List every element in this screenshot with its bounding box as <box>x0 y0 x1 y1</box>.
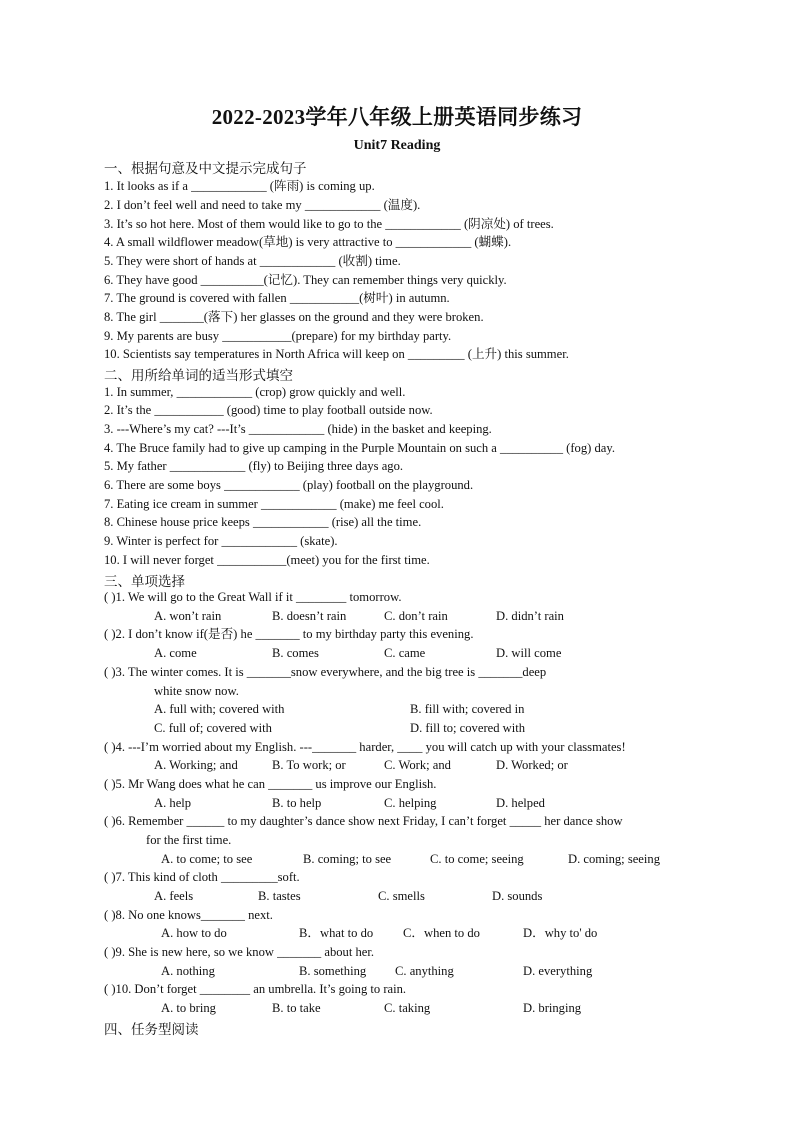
section4-heading: 四、任务型阅读 <box>104 1022 199 1038</box>
mc-q9-option-b: B. something <box>299 964 367 978</box>
page-title: 2022-2023学年八年级上册英语同步练习 <box>211 105 583 129</box>
mc-question-10: ( )10. Don’t forget ________ an umbrella. It’s going to rain. <box>104 982 407 996</box>
mc-question-7: ( )7. This kind of cloth _________soft. <box>104 870 300 884</box>
mc-q3-option-a: A. full with; covered with <box>154 702 285 716</box>
mc-q5-option-c: C. helping <box>384 796 437 810</box>
s1-item-3: 3. It’s so hot here. Most of them would like to go to the ____________ (阴凉处) of trees. <box>104 217 554 231</box>
mc-q10-option-c: C. taking <box>384 1001 431 1015</box>
section1-heading: 一、根据句意及中文提示完成句子 <box>104 161 307 177</box>
s2-item-9: 9. Winter is perfect for ____________ (skate). <box>104 534 338 548</box>
section2-heading: 二、用所给单词的适当形式填空 <box>104 368 293 384</box>
page-subtitle: Unit7 Reading <box>353 138 441 153</box>
section3-heading: 三、单项选择 <box>104 574 185 590</box>
s1-item-8: 8. The girl _______(落下) her glasses on the ground and they were broken. <box>104 310 484 324</box>
mc-question-3: ( )3. The winter comes. It is _______snow everywhere, and the big tree is _______deep <box>104 665 547 679</box>
s2-item-1: 1. In summer, ____________ (crop) grow quickly and well. <box>104 385 406 399</box>
s2-item-4: 4. The Bruce family had to give up camping in the Purple Mountain on such a __________ (fog) day. <box>104 441 615 455</box>
mc-question-4: ( )4. ---I’m worried about my English. ---_______ harder, ____ you will catch up with your classmates! <box>104 740 626 754</box>
mc-q7-option-b: B. tastes <box>258 889 301 903</box>
mc-q6-continuation: for the first time. <box>146 833 232 847</box>
s2-item-10: 10. I will never forget ___________(meet) you for the first time. <box>104 553 430 567</box>
mc-question-8: ( )8. No one knows_______ next. <box>104 908 273 922</box>
mc-question-6: ( )6. Remember ______ to my daughter’s dance show next Friday, I can’t forget _____ her dance show <box>104 814 623 828</box>
s2-item-2: 2. It’s the ___________ (good) time to play football outside now. <box>104 403 433 417</box>
mc-q7-option-d: D. sounds <box>492 889 543 903</box>
mc-question-1: ( )1. We will go to the Great Wall if it ________ tomorrow. <box>104 590 402 604</box>
mc-q8-option-a: A. how to do <box>161 926 227 940</box>
mc-q7-option-a: A. feels <box>154 889 194 903</box>
s1-item-4: 4. A small wildflower meadow(草地) is very attractive to ____________ (蝴蝶). <box>104 235 512 249</box>
mc-q10-option-d: D. bringing <box>523 1001 582 1015</box>
s1-item-6: 6. They have good __________(记忆). They can remember things very quickly. <box>104 273 507 287</box>
s2-item-6: 6. There are some boys ____________ (play) football on the playground. <box>104 478 474 492</box>
s2-item-3: 3. ---Where’s my cat? ---It’s ____________ (hide) in the basket and keeping. <box>104 422 492 436</box>
mc-q6-option-a: A. to come; to see <box>161 852 253 866</box>
mc-q6-option-d: D. coming; seeing <box>568 852 660 866</box>
mc-q3-option-b: B. fill with; covered in <box>410 702 525 716</box>
mc-q10-option-b: B. to take <box>272 1001 321 1015</box>
mc-q7-option-c: C. smells <box>378 889 425 903</box>
mc-q2-option-b: B. comes <box>272 646 319 660</box>
mc-q5-option-b: B. to help <box>272 796 322 810</box>
mc-q9-option-a: A. nothing <box>161 964 215 978</box>
s1-item-10: 10. Scientists say temperatures in North Africa will keep on _________ (上升) this summer. <box>104 347 569 361</box>
mc-q1-option-c: C. don’t rain <box>384 609 448 623</box>
s1-item-7: 7. The ground is covered with fallen ___________(树叶) in autumn. <box>104 291 450 305</box>
mc-q1-option-d: D. didn’t rain <box>496 609 564 623</box>
mc-q5-option-a: A. help <box>154 796 192 810</box>
mc-q2-option-d: D. will come <box>496 646 562 660</box>
mc-question-2: ( )2. I don’t know if(是否) he _______ to my birthday party this evening. <box>104 627 474 641</box>
mc-q2-option-a: A. come <box>154 646 197 660</box>
s1-item-5: 5. They were short of hands at ____________ (收割) time. <box>104 254 401 268</box>
mc-q5-option-d: D. helped <box>496 796 545 810</box>
mc-q1-option-b: B. doesn’t rain <box>272 609 347 623</box>
mc-q8-option-c: C．when to do <box>403 926 480 940</box>
s1-item-2: 2. I don’t feel well and need to take my ____________ (温度). <box>104 198 421 212</box>
mc-q8-option-d: D．why to' do <box>523 926 598 940</box>
mc-q10-option-a: A. to bring <box>161 1001 216 1015</box>
mc-q6-option-c: C. to come; seeing <box>430 852 524 866</box>
s1-item-1: 1. It looks as if a ____________ (阵雨) is coming up. <box>104 179 375 193</box>
mc-q3-option-d: D. fill to; covered with <box>410 721 526 735</box>
s1-item-9: 9. My parents are busy ___________(prepare) for my birthday party. <box>104 329 452 343</box>
s2-item-5: 5. My father ____________ (fly) to Beijing three days ago. <box>104 459 404 473</box>
mc-q3-continuation: white snow now. <box>154 684 239 698</box>
mc-q4-option-c: C. Work; and <box>384 758 451 772</box>
mc-q1-option-a: A. won’t rain <box>154 609 222 623</box>
mc-q8-option-b: B．what to do <box>299 926 374 940</box>
mc-q4-option-a: A. Working; and <box>154 758 238 772</box>
mc-q9-option-c: C. anything <box>395 964 454 978</box>
mc-q2-option-c: C. came <box>384 646 426 660</box>
mc-question-5: ( )5. Mr Wang does what he can _______ us improve our English. <box>104 777 437 791</box>
s2-item-7: 7. Eating ice cream in summer ____________ (make) me feel cool. <box>104 497 444 511</box>
mc-q4-option-d: D. Worked; or <box>496 758 568 772</box>
mc-question-9: ( )9. She is new here, so we know _______ about her. <box>104 945 375 959</box>
mc-q4-option-b: B. To work; or <box>272 758 346 772</box>
mc-q3-option-c: C. full of; covered with <box>154 721 272 735</box>
mc-q6-option-b: B. coming; to see <box>303 852 392 866</box>
s2-item-8: 8. Chinese house price keeps ____________ (rise) all the time. <box>104 515 422 529</box>
mc-q9-option-d: D. everything <box>523 964 593 978</box>
